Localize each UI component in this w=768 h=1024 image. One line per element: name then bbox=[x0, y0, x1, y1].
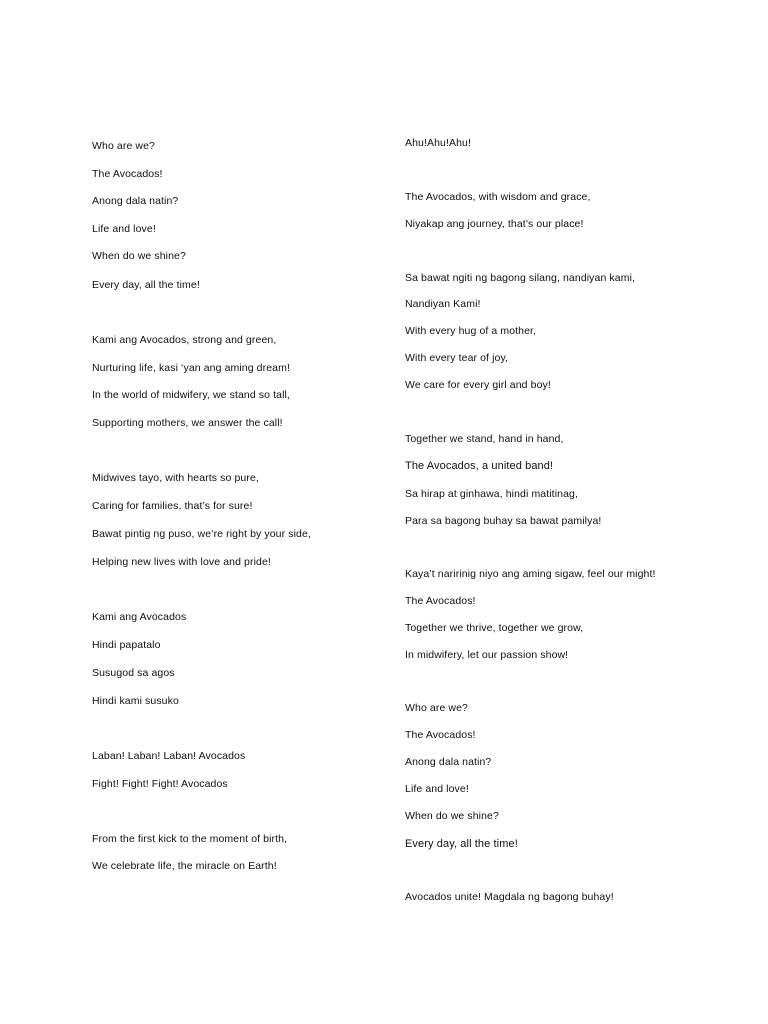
lyric-line: We celebrate life, the miracle on Earth! bbox=[92, 860, 277, 872]
lyric-line: Ahu!Ahu!Ahu! bbox=[405, 137, 471, 149]
lyric-line: The Avocados! bbox=[92, 168, 163, 180]
lyric-line: Anong dala natin? bbox=[405, 756, 492, 768]
lyric-line: Susugod sa agos bbox=[92, 667, 175, 679]
lyric-line: In the world of midwifery, we stand so tall, bbox=[92, 389, 290, 401]
lyric-line: Kami ang Avocados bbox=[92, 611, 187, 623]
lyric-line: Together we thrive, together we grow, bbox=[405, 622, 584, 634]
lyric-line: Kaya’t naririnig niyo ang aming sigaw, feel our might! bbox=[405, 568, 656, 580]
lyric-line: In midwifery, let our passion show! bbox=[405, 649, 569, 661]
lyric-line: Sa hirap at ginhawa, hindi matitinag, bbox=[405, 488, 578, 500]
lyric-line: With every hug of a mother, bbox=[405, 325, 537, 337]
lyric-line: Caring for families, that’s for sure! bbox=[92, 500, 253, 512]
lyric-line: Niyakap ang journey, that’s our place! bbox=[405, 218, 584, 230]
lyric-line: We care for every girl and boy! bbox=[405, 379, 551, 391]
lyric-line: The Avocados! bbox=[405, 595, 476, 607]
lyric-line: Fight! Fight! Fight! Avocados bbox=[92, 778, 228, 790]
lyric-line: Laban! Laban! Laban! Avocados bbox=[92, 750, 246, 762]
lyric-line: The Avocados! bbox=[405, 729, 476, 741]
lyric-line: With every tear of joy, bbox=[405, 352, 509, 364]
lyric-line: Who are we? bbox=[405, 702, 468, 714]
lyric-line: Hindi kami susuko bbox=[92, 695, 179, 707]
lyric-line: Para sa bagong buhay sa bawat pamilya! bbox=[405, 515, 602, 527]
lyric-line: Bawat pintig ng puso, we’re right by your side, bbox=[92, 528, 311, 540]
lyric-line: When do we shine? bbox=[405, 810, 499, 822]
lyric-line: The Avocados, with wisdom and grace, bbox=[405, 191, 591, 203]
lyric-line: Anong dala natin? bbox=[92, 195, 179, 207]
lyric-line: When do we shine? bbox=[92, 250, 186, 262]
lyric-line: Kami ang Avocados, strong and green, bbox=[92, 334, 277, 346]
lyric-line: Together we stand, hand in hand, bbox=[405, 433, 564, 445]
lyric-line: Nandiyan Kami! bbox=[405, 298, 481, 310]
lyric-line: Every day, all the time! bbox=[92, 279, 200, 291]
lyric-line: The Avocados, a united band! bbox=[405, 460, 554, 472]
lyric-line: Life and love! bbox=[405, 783, 469, 795]
lyric-line: Helping new lives with love and pride! bbox=[92, 556, 271, 568]
lyric-line: Who are we? bbox=[92, 140, 155, 152]
lyric-line: Midwives tayo, with hearts so pure, bbox=[92, 472, 259, 484]
lyric-line: From the first kick to the moment of birth, bbox=[92, 833, 288, 845]
lyric-line: Nurturing life, kasi ‘yan ang aming dream! bbox=[92, 362, 290, 374]
lyric-line: Avocados unite! Magdala ng bagong buhay! bbox=[405, 891, 614, 903]
lyric-line: Supporting mothers, we answer the call! bbox=[92, 417, 283, 429]
lyric-line: Hindi papatalo bbox=[92, 639, 161, 651]
lyric-line: Sa bawat ngiti ng bagong silang, nandiyan kami, bbox=[405, 272, 636, 284]
lyric-line: Every day, all the time! bbox=[405, 838, 518, 850]
lyric-line: Life and love! bbox=[92, 223, 156, 235]
